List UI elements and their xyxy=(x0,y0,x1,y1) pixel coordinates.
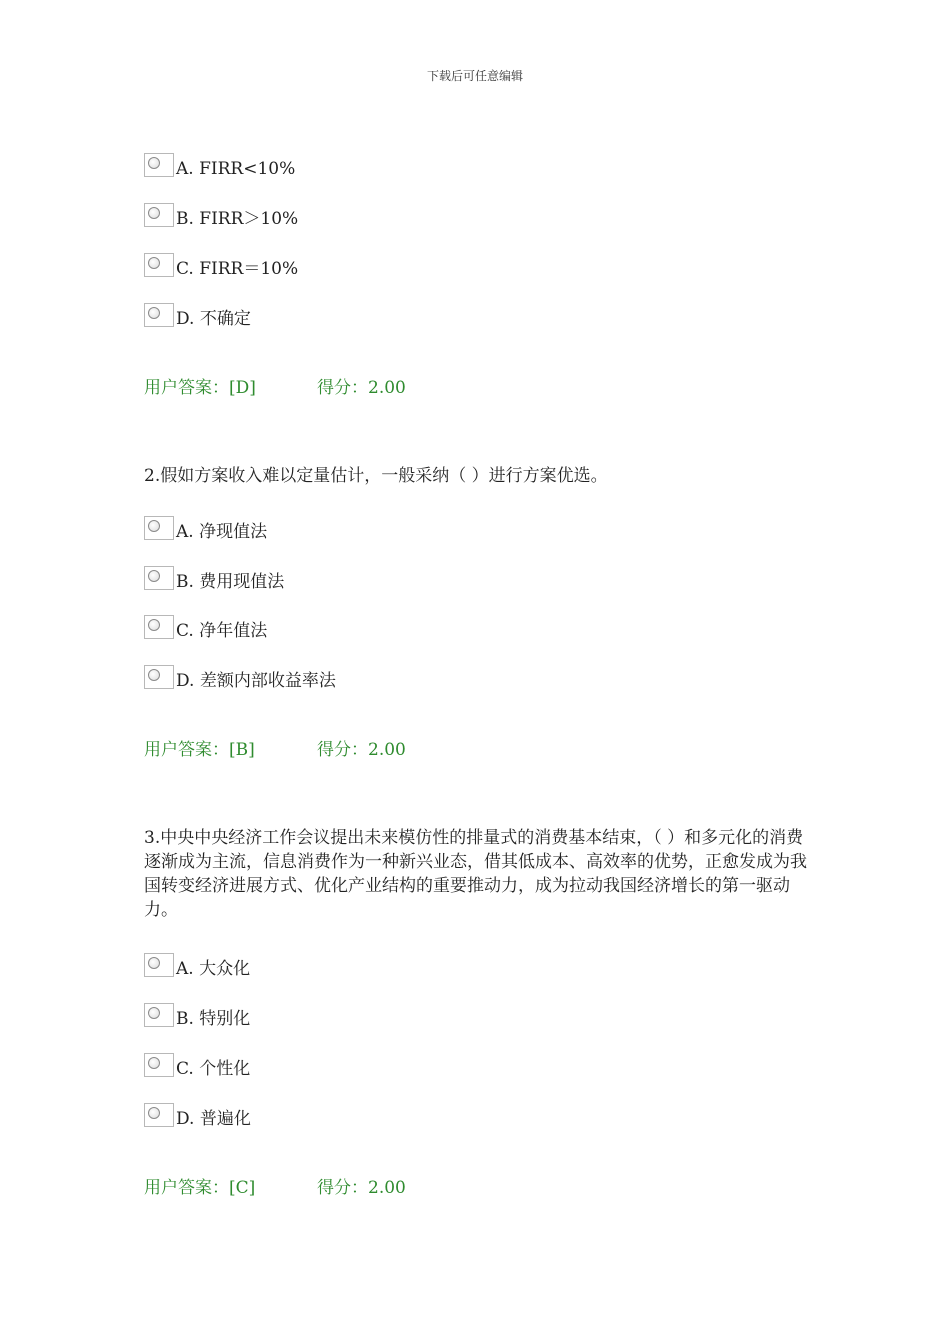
q2-user-answer: 用户答案：[B] xyxy=(144,740,255,760)
radio-icon xyxy=(148,1007,160,1019)
q2-score: 得分：2.00 xyxy=(317,740,406,760)
q1-option-d[interactable] xyxy=(144,299,251,327)
q1-radio-c[interactable] xyxy=(144,253,174,277)
q3-option-b[interactable] xyxy=(144,999,250,1027)
q1-radio-a[interactable] xyxy=(144,153,174,177)
q1-answer-line xyxy=(144,373,406,398)
q3-radio-c[interactable] xyxy=(144,1053,174,1077)
q3-option-d-label: D. 普遍化 xyxy=(176,1109,251,1129)
q1-option-d-label: D. 不确定 xyxy=(176,309,251,329)
q2-option-b[interactable] xyxy=(144,562,284,590)
q3-question-text: 3.中央中央经济工作会议提出未来模仿性的排量式的消费基本结束，（ ）和多元化的消费逐渐成为主流，信息消费作为一种新兴业态，借其低成本、高效率的优势，正愈发成为我国转变经济进展方式、优化产业结构的重要推动力，成为拉动我国经济增长的第一驱动力。 xyxy=(144,828,807,920)
q3-option-c[interactable] xyxy=(144,1049,250,1077)
radio-icon xyxy=(148,257,160,269)
q1-option-c[interactable] xyxy=(144,249,298,277)
radio-icon xyxy=(148,157,160,169)
q1-option-b[interactable] xyxy=(144,199,298,227)
radio-icon xyxy=(148,570,160,582)
radio-icon xyxy=(148,619,160,631)
q2-option-d-label: D. 差额内部收益率法 xyxy=(176,671,336,691)
q3-option-b-label: B. 特别化 xyxy=(176,1009,251,1029)
q2-option-c[interactable] xyxy=(144,611,267,639)
q3-answer-line xyxy=(144,1173,406,1198)
q1-score: 得分：2.00 xyxy=(317,378,406,398)
q2-option-c-label: C. 净年值法 xyxy=(176,621,268,641)
q1-option-a-label: A. FIRR<10% xyxy=(176,159,296,179)
q3-user-answer: 用户答案：[C] xyxy=(144,1178,256,1198)
q3-radio-a[interactable] xyxy=(144,953,174,977)
radio-icon xyxy=(148,1057,160,1069)
radio-icon xyxy=(148,669,160,681)
q3-option-c-label: C. 个性化 xyxy=(176,1059,251,1079)
q2-option-b-label: B. 费用现值法 xyxy=(176,572,285,592)
q1-option-c-label: C. FIRR＝10% xyxy=(176,259,299,279)
q2-answer-line xyxy=(144,735,406,760)
q2-radio-d[interactable] xyxy=(144,665,174,689)
q2-option-d[interactable] xyxy=(144,661,336,689)
q3-option-a[interactable] xyxy=(144,949,250,977)
page-header: 下载后可任意编辑 xyxy=(426,69,523,83)
q2-radio-c[interactable] xyxy=(144,615,174,639)
q3-option-d[interactable] xyxy=(144,1099,251,1127)
q1-radio-b[interactable] xyxy=(144,203,174,227)
q2-radio-b[interactable] xyxy=(144,566,174,590)
q2-question-text: 2.假如方案收入难以定量估计，一般采纳（ ）进行方案优选。 xyxy=(144,466,608,486)
q2-option-a-label: A. 净现值法 xyxy=(176,522,268,542)
q3-option-a-label: A. 大众化 xyxy=(176,959,251,979)
radio-icon xyxy=(148,957,160,969)
radio-icon xyxy=(148,307,160,319)
q1-radio-d[interactable] xyxy=(144,303,174,327)
q3-score: 得分：2.00 xyxy=(317,1178,406,1198)
q2-radio-a[interactable] xyxy=(144,516,174,540)
radio-icon xyxy=(148,207,160,219)
radio-icon xyxy=(148,1107,160,1119)
q1-option-b-label: B. FIRR＞10% xyxy=(176,209,299,229)
q2-option-a[interactable] xyxy=(144,512,267,540)
radio-icon xyxy=(148,520,160,532)
q3-radio-d[interactable] xyxy=(144,1103,174,1127)
q1-option-a[interactable] xyxy=(144,149,295,177)
q3-radio-b[interactable] xyxy=(144,1003,174,1027)
q1-user-answer: 用户答案：[D] xyxy=(144,378,256,398)
